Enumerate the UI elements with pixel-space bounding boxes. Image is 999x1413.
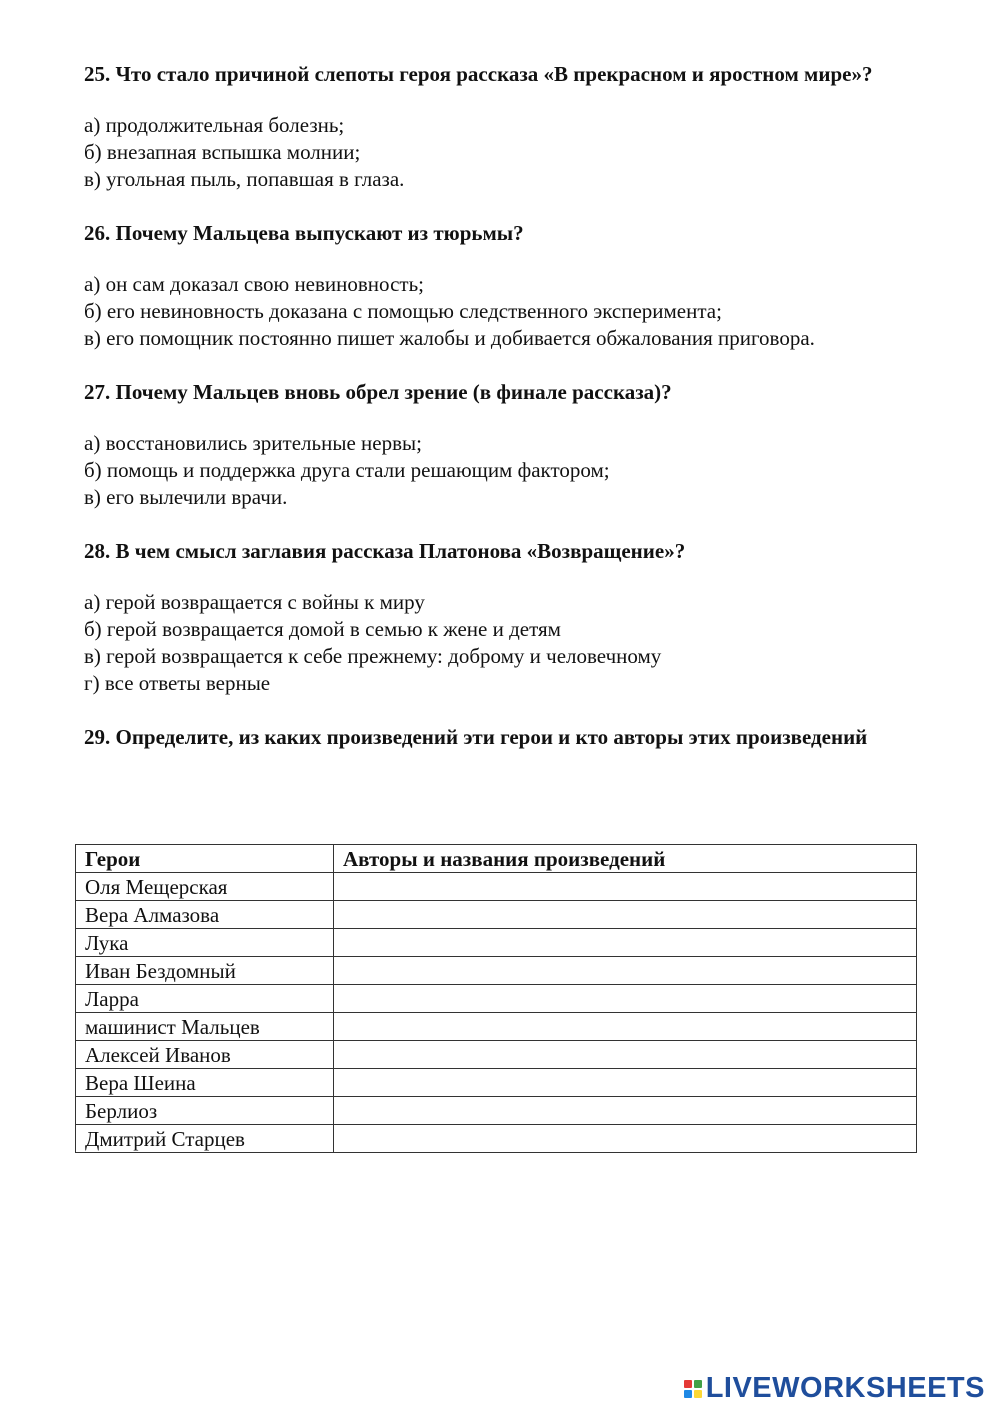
answer-options <box>84 271 924 352</box>
logo-text: LIVEWORKSHEETS <box>705 1372 985 1404</box>
answer-option: а) восстановились зрительные нервы; <box>84 431 422 455</box>
answer-cell[interactable] <box>334 929 917 957</box>
question-title: 26. Почему Мальцева выпускают из тюрьмы? <box>84 221 524 245</box>
answer-option: а) продолжительная болезнь; <box>84 113 345 137</box>
answer-option: б) внезапная вспышка молнии; <box>84 140 361 164</box>
table-row <box>76 1125 917 1153</box>
table-row <box>76 1097 917 1125</box>
hero-name: Вера Алмазова <box>76 901 334 929</box>
hero-name: Иван Бездомный <box>76 957 334 985</box>
answer-option: в) угольная пыль, попавшая в глаза. <box>84 167 405 191</box>
table-row <box>76 1013 917 1041</box>
answer-option: в) его помощник постоянно пишет жалобы и добивается обжалования приговора. <box>84 326 815 350</box>
answer-option: б) герой возвращается домой в семью к жене и детям <box>84 617 561 641</box>
logo-square-icon <box>684 1380 692 1388</box>
answer-option: в) его вылечили врачи. <box>84 485 288 509</box>
liveworksheets-logo <box>684 1372 985 1405</box>
answer-cell[interactable] <box>334 1013 917 1041</box>
question-28 <box>84 537 924 697</box>
logo-square-icon <box>684 1390 692 1398</box>
hero-name: Вера Шеина <box>76 1069 334 1097</box>
logo-square-icon <box>694 1380 702 1388</box>
answer-cell[interactable] <box>334 873 917 901</box>
answer-cell[interactable] <box>334 901 917 929</box>
answer-options <box>84 430 924 511</box>
heroes-table <box>75 844 917 1153</box>
hero-name: Дмитрий Старцев <box>76 1125 334 1153</box>
hero-name: Берлиоз <box>76 1097 334 1125</box>
question-26 <box>84 219 924 352</box>
answer-option: а) он сам доказал свою невиновность; <box>84 272 424 296</box>
question-title: 25. Что стало причиной слепоты героя рассказа «В прекрасном и яростном мире»? <box>84 62 873 86</box>
answer-cell[interactable] <box>334 985 917 1013</box>
column-header-authors: Авторы и названия произведений <box>334 845 917 873</box>
question-25 <box>84 60 924 193</box>
table-row <box>76 957 917 985</box>
hero-name: Оля Мещерская <box>76 873 334 901</box>
table-row <box>76 901 917 929</box>
table-row <box>76 1041 917 1069</box>
worksheet-content <box>84 60 924 751</box>
answer-option: г) все ответы верные <box>84 671 271 695</box>
answer-cell[interactable] <box>334 1125 917 1153</box>
answer-cell[interactable] <box>334 1041 917 1069</box>
question-29 <box>84 723 924 751</box>
hero-name: машинист Мальцев <box>76 1013 334 1041</box>
question-title: 29. Определите, из каких произведений эти герои и кто авторы этих произведений <box>84 725 868 749</box>
answer-option: а) герой возвращается с войны к миру <box>84 590 425 614</box>
hero-name: Лука <box>76 929 334 957</box>
answer-options <box>84 589 924 697</box>
answer-option: в) герой возвращается к себе прежнему: доброму и человечному <box>84 644 662 668</box>
question-title: 28. В чем смысл заглавия рассказа Платонова «Возвращение»? <box>84 539 686 563</box>
answer-cell[interactable] <box>334 1069 917 1097</box>
table-row <box>76 985 917 1013</box>
answer-cell[interactable] <box>334 957 917 985</box>
question-27 <box>84 378 924 511</box>
hero-name: Алексей Иванов <box>76 1041 334 1069</box>
table-row <box>76 1069 917 1097</box>
answer-option: б) помощь и поддержка друга стали решающим фактором; <box>84 458 610 482</box>
column-header-heroes: Герои <box>76 845 334 873</box>
logo-blocks-icon <box>684 1380 702 1398</box>
answer-options <box>84 112 924 193</box>
logo-square-icon <box>694 1390 702 1398</box>
answer-cell[interactable] <box>334 1097 917 1125</box>
question-title: 27. Почему Мальцев вновь обрел зрение (в финале рассказа)? <box>84 380 672 404</box>
answer-option: б) его невиновность доказана с помощью следственного эксперимента; <box>84 299 722 323</box>
table-header-row <box>76 845 917 873</box>
hero-name: Ларра <box>76 985 334 1013</box>
table-row <box>76 929 917 957</box>
table-row <box>76 873 917 901</box>
